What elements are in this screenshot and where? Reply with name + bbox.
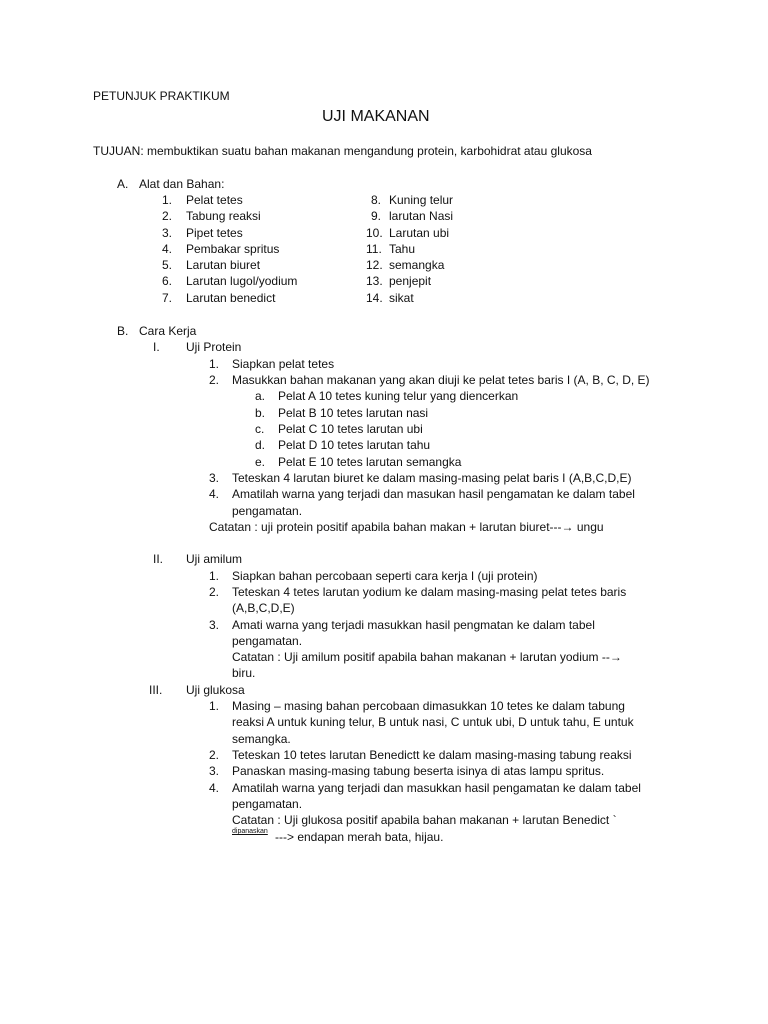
step-number: 2. — [209, 585, 220, 599]
substep-text: Pelat E 10 tetes larutan semangka — [278, 455, 462, 469]
list-item-number: 6. — [162, 274, 173, 288]
note-text-continued: ---> endapan merah bata, hijau. — [275, 830, 444, 844]
step-text: Amati warna yang terjadi masukkan hasil pengmatan ke dalam tabel — [232, 618, 595, 632]
list-item: Larutan biuret — [186, 258, 261, 272]
step-number: 2. — [209, 748, 220, 762]
note-text: Catatan : Uji glukosa positif apabila bahan makanan + larutan Benedict ` — [232, 813, 617, 827]
step-number: 3. — [209, 764, 220, 778]
step-number: 2. — [209, 373, 220, 387]
page-title: UJI MAKANAN — [322, 108, 430, 125]
list-item: larutan Nasi — [389, 209, 454, 223]
step-text: Teteskan 10 tetes larutan Benedictt ke dalam masing-masing tabung reaksi — [232, 748, 632, 762]
step-number: 3. — [209, 618, 220, 632]
step-number: 1. — [209, 569, 220, 583]
list-item: semangka — [389, 258, 445, 272]
step-text: Panaskan masing-masing tabung beserta isinya di atas lampu spritus. — [232, 764, 605, 778]
step-number: 4. — [209, 781, 220, 795]
list-item: Pipet tetes — [186, 226, 243, 240]
step-text-continued: (A,B,C,D,E) — [232, 601, 295, 615]
list-item: Pembakar spritus — [186, 242, 280, 256]
step-text: Masing – masing bahan percobaan dimasukkan 10 tetes ke dalam tabung — [232, 699, 625, 713]
note-text: Catatan : Uji amilum positif apabila bahan makanan + larutan yodium --→ — [232, 650, 622, 664]
list-item-number: 8. — [371, 193, 382, 207]
list-item: sikat — [389, 291, 414, 305]
part-title-protein: Uji Protein — [186, 340, 242, 354]
part-number: III. — [149, 683, 163, 697]
substep-letter: c. — [255, 422, 265, 436]
substep-text: Pelat C 10 tetes larutan ubi — [278, 422, 423, 436]
substep-text: Pelat A 10 tetes kuning telur yang diencerkan — [278, 389, 519, 403]
substep-letter: e. — [255, 455, 266, 469]
list-item-number: 12. — [366, 258, 383, 272]
section-b-label: B. — [117, 324, 129, 338]
step-text-continued: pengamatan. — [232, 634, 303, 648]
step-number: 1. — [209, 357, 220, 371]
document-header: PETUNJUK PRAKTIKUM — [93, 89, 230, 103]
list-item-number: 10. — [366, 226, 383, 240]
part-title-glukosa: Uji glukosa — [186, 683, 245, 697]
list-item: penjepit — [389, 274, 432, 288]
part-number: II. — [153, 552, 164, 566]
substep-letter: b. — [255, 406, 266, 420]
list-item-number: 1. — [162, 193, 173, 207]
list-item-number: 2. — [162, 209, 173, 223]
list-item-number: 11. — [366, 242, 382, 256]
note-text: Catatan : uji protein positif apabila bahan makan + larutan biuret---→ ungu — [209, 520, 604, 534]
list-item: Larutan lugol/yodium — [186, 274, 298, 288]
part-title-amilum: Uji amilum — [186, 552, 243, 566]
step-text: Teteskan 4 larutan biuret ke dalam masing-masing pelat baris I (A,B,C,D,E) — [232, 471, 632, 485]
list-item: Larutan benedict — [186, 291, 276, 305]
note-text-continued: biru. — [232, 666, 256, 680]
section-a-heading: Alat dan Bahan: — [139, 177, 225, 191]
list-item-number: 3. — [162, 226, 173, 240]
step-number: 3. — [209, 471, 220, 485]
substep-text: Pelat B 10 tetes larutan nasi — [278, 406, 429, 420]
list-item-number: 13. — [366, 274, 383, 288]
substep-letter: d. — [255, 438, 266, 452]
step-text: Siapkan bahan percobaan seperti cara kerja I (uji protein) — [232, 569, 538, 583]
note-subscript: dipanaskan — [232, 828, 268, 835]
step-text: Amatilah warna yang terjadi dan masukan hasil pengamatan ke dalam tabel — [232, 487, 635, 501]
list-item-number: 5. — [162, 258, 173, 272]
list-item: Tahu — [389, 242, 416, 256]
section-a-label: A. — [117, 177, 129, 191]
list-item-number: 14. — [366, 291, 383, 305]
substep-text: Pelat D 10 tetes larutan tahu — [278, 438, 431, 452]
step-text-continued: pengamatan. — [232, 797, 303, 811]
list-item-number: 4. — [162, 242, 173, 256]
step-number: 4. — [209, 487, 220, 501]
step-text: Masukkan bahan makanan yang akan diuji ke pelat tetes baris I (A, B, C, D, E) — [232, 373, 650, 387]
list-item-number: 9. — [371, 209, 382, 223]
step-text: Amatilah warna yang terjadi dan masukkan hasil pengamatan ke dalam tabel — [232, 781, 641, 795]
part-number: I. — [153, 340, 160, 354]
section-b-heading: Cara Kerja — [139, 324, 197, 338]
step-text-continued: pengamatan. — [232, 504, 303, 518]
substep-letter: a. — [255, 389, 266, 403]
list-item: Tabung reaksi — [186, 209, 261, 223]
step-text: Siapkan pelat tetes — [232, 357, 335, 371]
list-item: Larutan ubi — [389, 226, 450, 240]
step-text-continued: semangka. — [232, 732, 291, 746]
list-item-number: 7. — [162, 291, 173, 305]
step-number: 1. — [209, 699, 220, 713]
objective-text: TUJUAN: membuktikan suatu bahan makanan mengandung protein, karbohidrat atau glukosa — [93, 144, 592, 158]
list-item: Pelat tetes — [186, 193, 243, 207]
list-item: Kuning telur — [389, 193, 454, 207]
step-text: Teteskan 4 tetes larutan yodium ke dalam masing-masing pelat tetes baris — [232, 585, 627, 599]
step-text-continued: reaksi A untuk kuning telur, B untuk nasi, C untuk ubi, D untuk tahu, E untuk — [232, 715, 634, 729]
